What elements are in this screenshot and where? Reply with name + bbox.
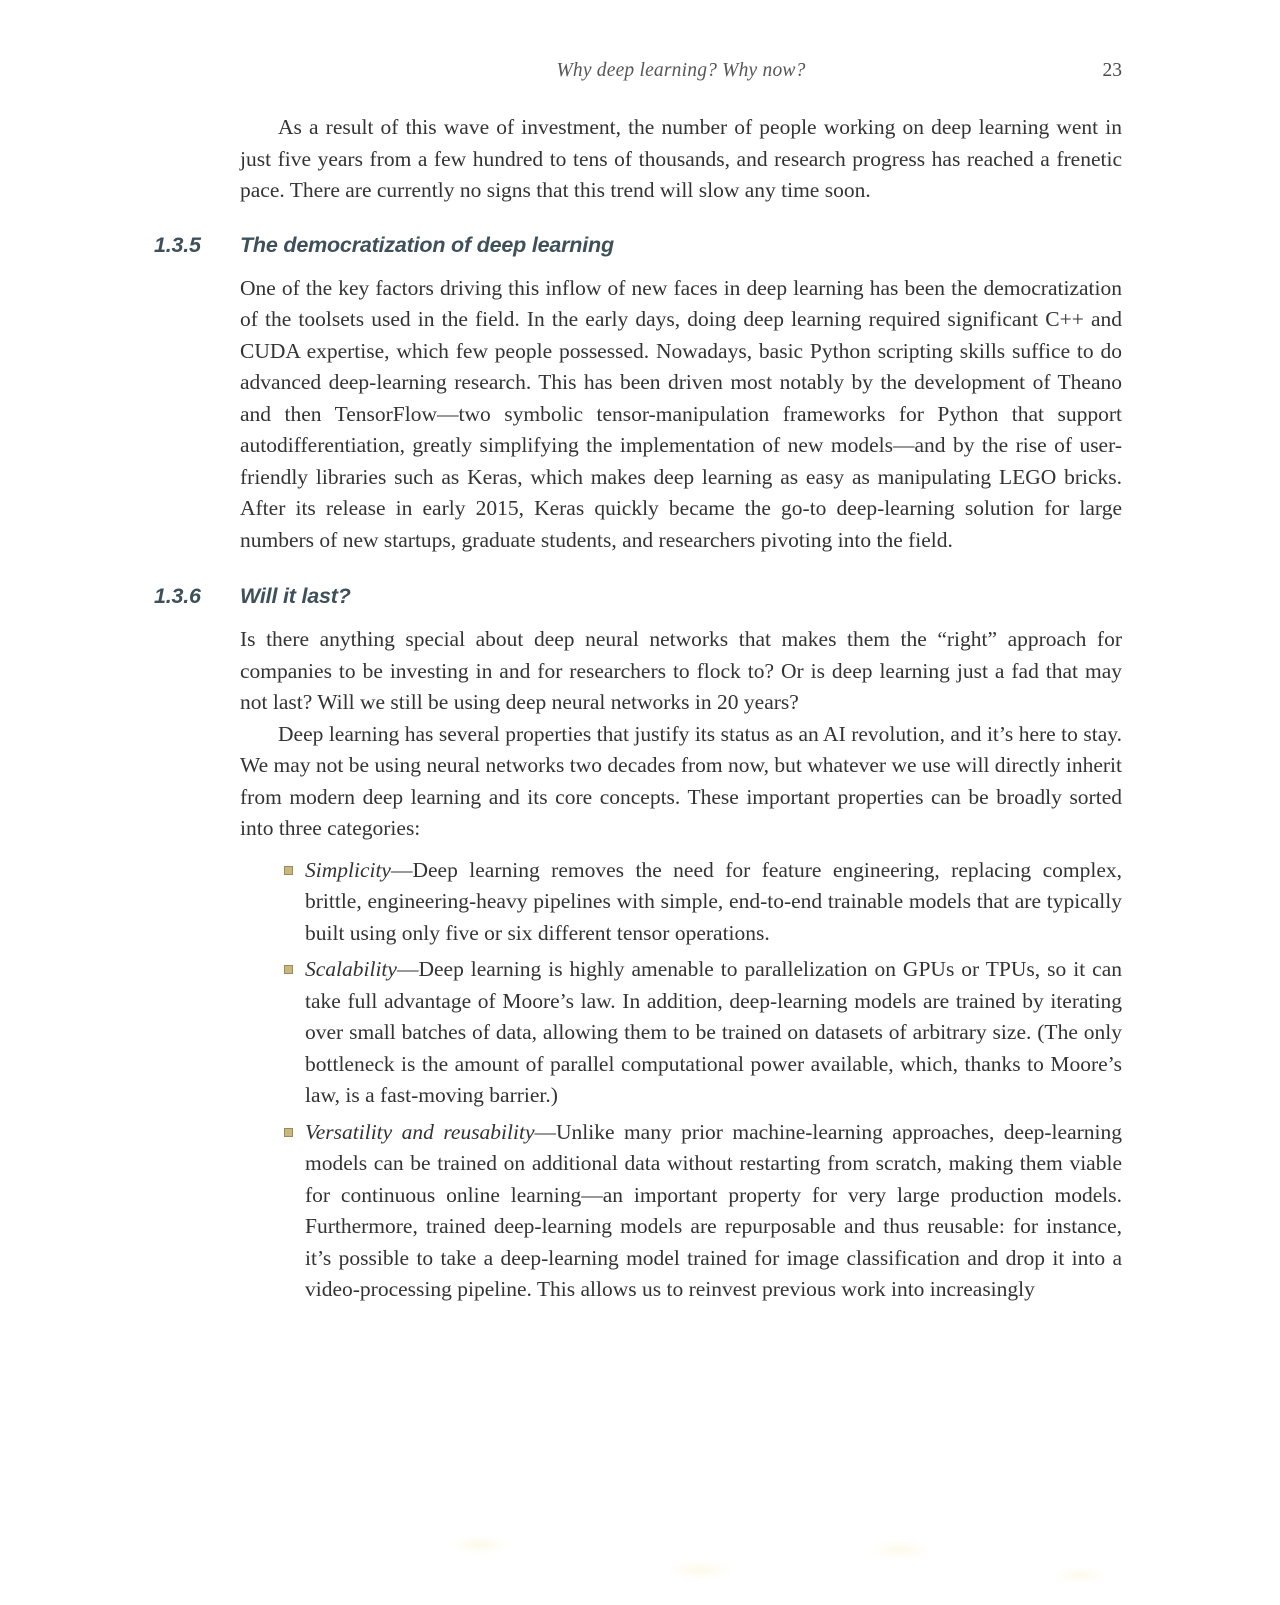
intro-paragraph: As a result of this wave of investment, the number of people working on deep learning went in just five years from a few hundred to tens of thousands, and research progress has reached a frenetic pace. There are currently no signs that this trend will slow any time soon. xyxy=(240,115,1122,202)
paper-texture xyxy=(0,1515,1280,1605)
bullet-item-simplicity xyxy=(240,855,1122,950)
section-1-3-6-paragraph-1: Is there anything special about deep neural networks that makes them the “right” approach for companies to be investing in and for researchers to flock to? Or is deep learning just a fad that may not last? Will we still be using deep neural networks in 20 years? xyxy=(240,627,1122,714)
section-title: The democratization of deep learning xyxy=(240,232,614,257)
bullet-text: —Deep learning removes the need for feature engineering, replacing complex, brittle, engineering-heavy pipelines with simple, end-to-end trainable models that are typically built using only five or six different tensor operations. xyxy=(305,857,1122,945)
square-bullet-icon xyxy=(284,866,293,875)
properties-bullet-list xyxy=(240,855,1122,1306)
text-column xyxy=(154,112,1122,1311)
section-number: 1.3.6 xyxy=(154,584,201,608)
section-title: Will it last? xyxy=(240,584,351,608)
page-header xyxy=(240,60,1122,82)
bullet-item-versatility xyxy=(240,1117,1122,1306)
bullet-text: —Deep learning is highly amenable to parallelization on GPUs or TPUs, so it can take full advantage of Moore’s law. In addition, deep-learning models are trained by iterating over small batches of data, allowing them to be trained on datasets of arbitrary size. (The only bottleneck is the amount of parallel computational power available, which, thanks to Moore’s law, is a fast-moving barrier.) xyxy=(305,957,1122,1107)
bullet-text: —Unlike many prior machine-learning approaches, deep-learning models can be trained on additional data without restarting from scratch, making them viable for continuous online learning—an important property for very large production models. Furthermore, trained deep-learning models are repurposable and thus reusable: for instance, it’s possible to take a deep-learning model trained for image classification and drop it into a video-processing pipeline. This allows us to reinvest previous work into increasingly xyxy=(305,1119,1122,1301)
section-1-3-6-paragraph-2: Deep learning has several properties that justify its status as an AI revolution, and it’s here to stay. We may not be using neural networks two decades from now, but whatever we use will directly inherit from modern deep learning and its core concepts. These important properties can be broadly sorted into three categories: xyxy=(240,721,1122,840)
running-head: Why deep learning? Why now? xyxy=(556,60,806,81)
section-heading-1-3-5 xyxy=(154,232,1122,258)
bullet-lead: Simplicity xyxy=(305,857,391,882)
square-bullet-icon xyxy=(284,965,293,974)
page-number: 23 xyxy=(1102,60,1122,81)
section-1-3-5-paragraph: One of the key factors driving this inflow of new faces in deep learning has been the democratization of the toolsets used in the field. In the early days, doing deep learning required significant C++ and CUDA expertise, which few people possessed. Nowadays, basic Python scripting skills suffice to do advanced deep-learning research. This has been driven most notably by the development of Theano and then TensorFlow—two symbolic tensor-manipulation frameworks for Python that support autodifferentiation, greatly simplifying the implementation of new models—and by the rise of user-friendly libraries such as Keras, which makes deep learning as easy as manipulating LEGO bricks. After its release in early 2015, Keras quickly became the go-to deep-learning solution for large numbers of new startups, graduate students, and researchers pivoting into the field. xyxy=(240,275,1122,552)
bullet-lead: Scalability xyxy=(305,957,397,981)
bullet-item-scalability xyxy=(240,954,1122,1112)
section-heading-1-3-6 xyxy=(154,584,1122,609)
square-bullet-icon xyxy=(284,1128,293,1137)
bullet-lead: Versatility and reusability xyxy=(305,1119,535,1144)
section-number: 1.3.5 xyxy=(154,232,201,257)
